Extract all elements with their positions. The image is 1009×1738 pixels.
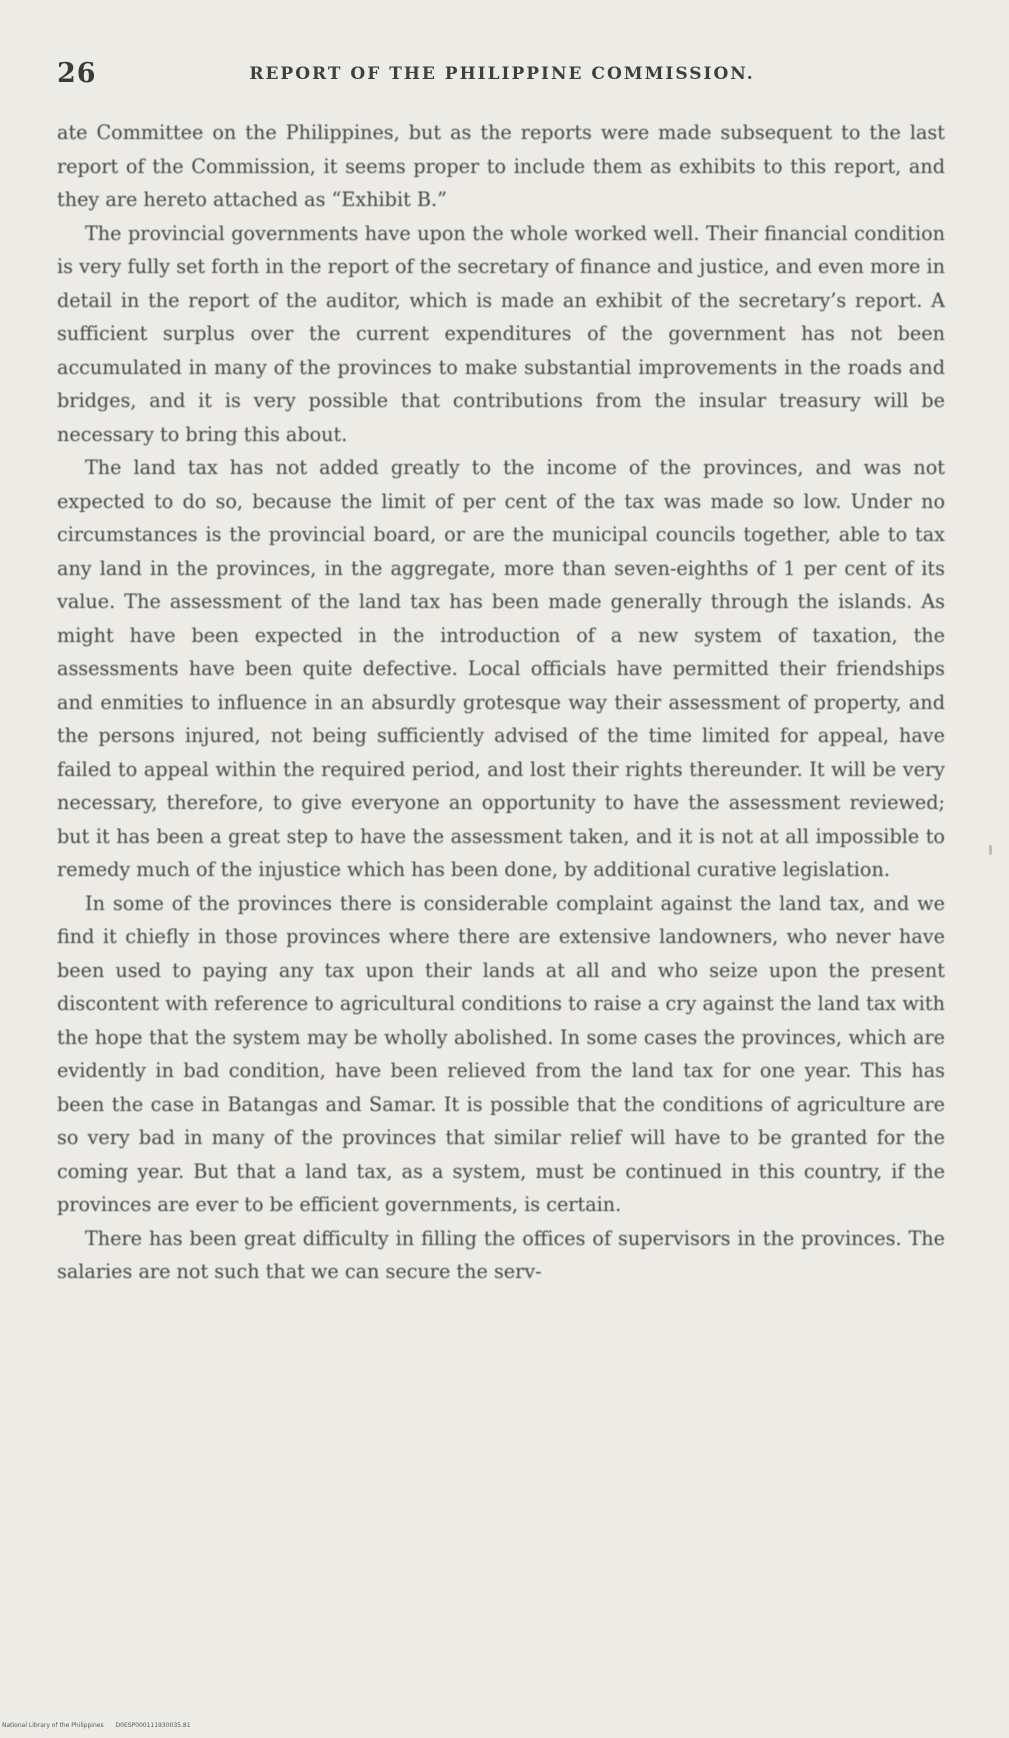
paragraph-supervisors: There has been great difficulty in filling the offices of supervisors in the provinces. The salaries are not such that we can secure the serv- bbox=[57, 1226, 945, 1283]
paragraph-land-tax: The land tax has not added greatly to the income of the provinces, and was not expected to do so, because the limit of per cent of the tax was made so low. Under no circumstances is the provincial board, or are the municipal councils together, able to tax any land in the provinces, in the aggregate, more than seven-eighths of 1 per cent of its value. The assessment of the land tax has been made generally through the islands. As might have been expected in the introduction of a new system of taxation, the assessments have been quite defective. Local officials have permitted their friendships and enmities to influence in an absurdly grotesque way their assessment of property, and the persons injured, not being sufficiently advised of the time limited for appeal, have failed to appeal within the required period, and lost their rights thereunder. It will be very necessary, therefore, to give everyone an opportunity to have the assessment reviewed; but it has been a great step to have the assessment taken, and it is not at all impossible to remedy much of the injustice which has been done, by additional curative legislation. bbox=[57, 456, 945, 881]
page-header bbox=[57, 58, 947, 98]
paragraph-provincial-governments: The provincial governments have upon the whole worked well. Their financial condition is very fully set forth in the report of the secretary of finance and justice, and even more in detail in the report of the auditor, which is made an exhibit of the secretary’s report. A sufficient surplus over the current expenditures of the government has not been accumulated in many of the provinces to make substantial improvements in the roads and bridges, and it is very possible that contributions from the insular treasury will be necessary to bring this about. bbox=[57, 221, 945, 446]
page-number: 26 bbox=[57, 58, 97, 89]
paragraph-land-tax-complaints: In some of the provinces there is considerable complaint against the land tax, and we find it chiefly in those provinces where there are extensive landowners, who never have been used to paying any tax upon their lands at all and who seize upon the present discontent with reference to agricultural conditions to raise a cry against the land tax with the hope that the system may be wholly abolished. In some cases the provinces, which are evidently in bad condition, have been relieved from the land tax for one year. This has been the case in Batangas and Samar. It is possible that the conditions of agriculture are so very bad in many of the provinces that similar relief will have to be granted for the coming year. But that a land tax, as a system, must be continued in this country, if the provinces are ever to be efficient governments, is certain. bbox=[57, 891, 945, 1216]
scan-footer bbox=[2, 1722, 191, 1729]
footer-identifier: D0ESP000111930035.81 bbox=[115, 1722, 191, 1729]
paper-speck bbox=[989, 845, 992, 855]
running-head: REPORT OF THE PHILIPPINE COMMISSION. bbox=[249, 64, 755, 84]
paragraph-continuation: ate Committee on the Philippines, but as the reports were made subsequent to the last report of the Commission, it seems proper to include them as exhibits to this report, and they are hereto attached as “Exhibit B.” bbox=[57, 121, 945, 211]
footer-source: National Library of the Philippines bbox=[2, 1722, 104, 1729]
body-text bbox=[57, 116, 945, 1289]
